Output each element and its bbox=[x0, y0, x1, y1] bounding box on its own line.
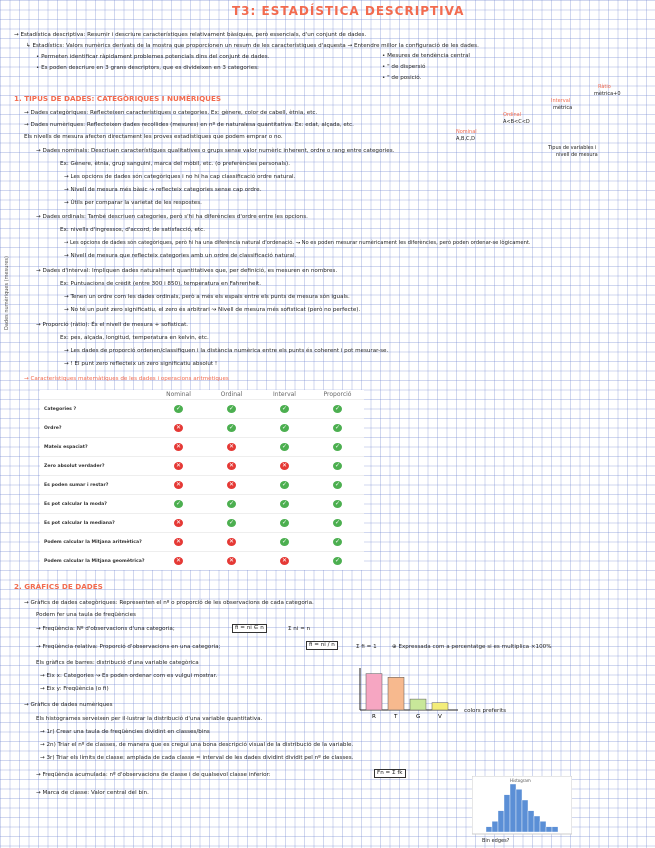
row-question: Podem calcular la Mitjana geomètrica? bbox=[40, 552, 152, 571]
histogram-bin bbox=[528, 811, 534, 832]
row-question: Ordre? bbox=[40, 419, 152, 438]
scale-ratio: Ràtio bbox=[598, 84, 611, 90]
bar-R bbox=[366, 674, 382, 710]
row-cell bbox=[311, 476, 364, 495]
row-cell bbox=[311, 495, 364, 514]
cross-icon: ✕ bbox=[228, 538, 235, 545]
s1-line-8: → Útils per comparar la varietat de les respostes. bbox=[64, 200, 202, 206]
s2-line-4c: ⊕ Expressada com a percentatge si es multiplica ×100% bbox=[392, 644, 552, 650]
cross-icon: ✕ bbox=[228, 462, 235, 469]
s1-line-16: → No té un punt zero significatiu, el zero és arbitrari ↝ Nivell de mesura més sofisticat (però no perfecte). bbox=[64, 307, 361, 313]
scale-nominal: Nominal bbox=[456, 129, 477, 135]
check-icon: ✓ bbox=[228, 405, 235, 412]
s1-line-19: → Les dades de proporció ordenen/classifiquen i la distància numèrica entre els punts és coherent i pot mesurar-se. bbox=[64, 348, 389, 354]
bar-chart bbox=[346, 664, 516, 720]
header-ratio: Proporció bbox=[323, 391, 352, 398]
row-cell bbox=[205, 495, 258, 514]
s2-line-14: → Marca de classe: Valor central del bin. bbox=[36, 790, 149, 796]
s2-line-11: → 2n) Triar el nº de classes, de manera que es cregui una bona descripció visual de la distribució de la variable. bbox=[40, 742, 354, 748]
s1-line-7: → Nivell de mesura més bàsic ↝ reflecteix categories sense cap ordre. bbox=[64, 187, 262, 193]
row-cell bbox=[205, 419, 258, 438]
row-cell bbox=[258, 514, 311, 533]
row-question: Mateix espaciat? bbox=[40, 438, 152, 457]
side-note: Dades numèriques (mesures) bbox=[4, 256, 10, 330]
check-icon: ✓ bbox=[175, 500, 182, 507]
s2-line-4a: → Freqüència relativa: Proporció d'observacions en una categoria; bbox=[36, 644, 221, 650]
row-cell bbox=[205, 438, 258, 457]
s2-line-6: → Eix x: Categories ↝ Es poden ordenar com es vulgui mostrar. bbox=[40, 673, 218, 679]
row-cell bbox=[152, 457, 205, 476]
s1-line-1: → Dades categòriques: Reflecteixen característiques o categories. Ex: gènere, color de cabell, ètnia, etc. bbox=[24, 110, 318, 116]
s2-line-3b: Σ ni = n bbox=[288, 626, 311, 632]
descriptor-dispersion: • " de dispersió bbox=[382, 64, 426, 70]
row-cell bbox=[311, 533, 364, 552]
check-icon: ✓ bbox=[281, 519, 288, 526]
s1-line-10: Ex: nivells d'ingressos, d'accord, de satisfacció, etc. bbox=[60, 227, 205, 233]
row-cell bbox=[152, 552, 205, 571]
check-icon: ✓ bbox=[281, 538, 288, 545]
row-question: Es poden sumar i restar? bbox=[40, 476, 152, 495]
formula-cumulative: Fn = Σ fk bbox=[374, 769, 406, 778]
check-icon: ✓ bbox=[334, 405, 341, 412]
row-cell bbox=[152, 419, 205, 438]
row-cell bbox=[311, 419, 364, 438]
table-row bbox=[40, 400, 364, 419]
row-question: Podem calcular la Mitjana aritmètica? bbox=[40, 533, 152, 552]
histogram-xlabel: Bin edges? bbox=[482, 838, 510, 844]
histogram-bin bbox=[486, 827, 492, 832]
histogram-bin bbox=[534, 816, 540, 832]
bar-T bbox=[388, 677, 404, 710]
intro-line-3: • Permeten identificar ràpidament problemes potencials dins del conjunt de dades. bbox=[36, 54, 270, 60]
descriptor-central: • Mesures de tendència central bbox=[382, 53, 470, 59]
properties-table bbox=[40, 390, 364, 570]
row-cell bbox=[152, 438, 205, 457]
s2-line-9: Els histogrames serveixen per il·lustrar la distribució d'una variable quantitativa. bbox=[36, 716, 263, 722]
row-question: Categories ? bbox=[40, 400, 152, 419]
row-cell bbox=[258, 476, 311, 495]
s1-line-4: → Dades nominals: Descriuen característiques qualitatives o grups sense valor numèric inherent, ordre o rang entre categories. bbox=[36, 148, 395, 154]
row-cell bbox=[152, 514, 205, 533]
row-cell bbox=[311, 457, 364, 476]
histogram-bin bbox=[552, 827, 558, 832]
header-interval: Interval bbox=[273, 391, 296, 398]
s1-line-11: → Les opcions de dades són categòriques, però hi ha una diferència natural d'ordenació. ↝ No es poden mesurar numèricament les diferències, però poden ordenar-se lògicament. bbox=[64, 240, 531, 246]
row-cell bbox=[258, 552, 311, 571]
row-question: Zero absolut verdader? bbox=[40, 457, 152, 476]
s1-line-20: → ! El punt zero reflecteix un zero significatiu absolut ! bbox=[64, 361, 218, 367]
scale-ordinal: Ordinal bbox=[503, 112, 522, 118]
s1-line-12: → Nivell de mesura que reflecteix categories amb un ordre de classificació natural. bbox=[64, 253, 297, 259]
s2-line-10: → 1r) Crear una taula de freqüències dividint en classes/bins bbox=[40, 729, 210, 735]
bar-V bbox=[432, 703, 448, 710]
row-question: Es pot calcular la mediana? bbox=[40, 514, 152, 533]
row-cell bbox=[311, 552, 364, 571]
table-row bbox=[40, 438, 364, 457]
header-ordinal: Ordinal bbox=[220, 391, 243, 398]
cross-icon: ✕ bbox=[281, 557, 288, 564]
s1-line-5: Ex: Gènere, ètnia, grup sanguini, marca del mòbil, etc. (o preferències personals). bbox=[60, 161, 291, 167]
row-cell bbox=[258, 457, 311, 476]
row-cell bbox=[258, 419, 311, 438]
scale-types: Tipus de variables i bbox=[548, 145, 597, 151]
row-cell bbox=[258, 495, 311, 514]
check-icon: ✓ bbox=[281, 405, 288, 412]
bar-label: R bbox=[372, 714, 376, 720]
check-icon: ✓ bbox=[334, 519, 341, 526]
row-cell bbox=[311, 400, 364, 419]
check-icon: ✓ bbox=[228, 519, 235, 526]
descriptor-position: • " de posició. bbox=[382, 75, 422, 81]
cross-icon: ✕ bbox=[175, 443, 182, 450]
check-icon: ✓ bbox=[281, 443, 288, 450]
check-icon: ✓ bbox=[334, 443, 341, 450]
s2-line-13: → Freqüència acumulada: nº d'observacions de classe i de qualsevol classe inferior: bbox=[36, 772, 271, 778]
table-row bbox=[40, 514, 364, 533]
row-cell bbox=[205, 400, 258, 419]
s2-line-12: → 3r) Triar els límits de classe: amplada de cada classe ≈ interval de les dades dividint dividit pel nº de classes. bbox=[40, 755, 354, 761]
cross-icon: ✕ bbox=[228, 557, 235, 564]
cross-icon: ✕ bbox=[228, 481, 235, 488]
s2-line-1: → Gràfics de dades categòriques: Representen el nº o proporció de les observacions de cada categoria. bbox=[24, 600, 314, 606]
check-icon: ✓ bbox=[175, 405, 182, 412]
s2-line-3a: → Freqüència: Nº d'observacions d'una categoria; bbox=[36, 626, 175, 632]
row-cell bbox=[311, 438, 364, 457]
row-cell bbox=[205, 457, 258, 476]
row-cell bbox=[205, 476, 258, 495]
histogram-bin bbox=[540, 821, 546, 832]
check-icon: ✓ bbox=[281, 424, 288, 431]
histogram-bin bbox=[516, 789, 522, 832]
cross-icon: ✕ bbox=[228, 443, 235, 450]
row-cell bbox=[311, 514, 364, 533]
row-cell bbox=[152, 495, 205, 514]
table-row bbox=[40, 552, 364, 571]
s2-line-5: Els gràfics de barres: distribució d'una variable categòrica bbox=[36, 660, 199, 666]
cross-icon: ✕ bbox=[281, 462, 288, 469]
table-row bbox=[40, 476, 364, 495]
s1-line-9: → Dades ordinals: També descriuen categories, però s'hi ha diferències d'ordre entre les opcions. bbox=[36, 214, 308, 220]
check-icon: ✓ bbox=[334, 538, 341, 545]
histogram bbox=[472, 776, 572, 844]
s2-line-7: → Eix y: Freqüència (o fi) bbox=[40, 686, 109, 692]
row-cell bbox=[258, 533, 311, 552]
section-2-heading: 2. GRÀFICS DE DADES bbox=[14, 582, 103, 591]
check-icon: ✓ bbox=[228, 424, 235, 431]
scale-interval-sub: mètrica bbox=[553, 105, 573, 111]
row-cell bbox=[152, 400, 205, 419]
check-icon: ✓ bbox=[334, 462, 341, 469]
page-title: T3: ESTADÍSTICA DESCRIPTIVA bbox=[232, 4, 465, 18]
section-1-heading: 1. TIPUS DE DADES: CATEGÒRIQUES I NUMÈRIQUES bbox=[14, 94, 222, 103]
check-icon: ✓ bbox=[281, 481, 288, 488]
histogram-bin bbox=[522, 800, 528, 832]
s2-line-8: → Gràfics de dades numèriques bbox=[24, 702, 113, 708]
intro-line-4: • Es poden descriure en 3 grans descriptors, que es divideixen en 3 categories: bbox=[36, 65, 259, 71]
s1-line-2: → Dades numèriques: Reflecteixen dades recollides (mesures) en nº de naturalesa quantitativa. Ex: edat, alçada, etc. bbox=[24, 122, 354, 128]
row-question: Es pot calcular la moda? bbox=[40, 495, 152, 514]
row-cell bbox=[258, 400, 311, 419]
scale-nominal-sub: A,B,C,D bbox=[456, 136, 475, 142]
header-nominal: Nominal bbox=[166, 391, 191, 398]
check-icon: ✓ bbox=[228, 500, 235, 507]
cross-icon: ✕ bbox=[175, 481, 182, 488]
row-cell bbox=[152, 476, 205, 495]
bar-G bbox=[410, 699, 426, 710]
s1-line-14: Ex: Puntuacions de crèdit (entre 300 i 850), temperatura en Fahrenheit. bbox=[60, 281, 261, 287]
s1-line-17: → Proporció (ràtio): És el nivell de mesura + sofisticat. bbox=[36, 322, 189, 328]
histogram-bin bbox=[492, 821, 498, 832]
formula-relative: fi = ni / n bbox=[306, 641, 338, 650]
table-row bbox=[40, 419, 364, 438]
s1-line-13: → Dades d'interval: Impliquen dades naturalment quantitatives que, per definició, es mesuren en nombres. bbox=[36, 268, 338, 274]
scale-ratio-sub: mètrica+0 bbox=[594, 91, 621, 97]
histogram-bin bbox=[510, 784, 516, 832]
check-icon: ✓ bbox=[334, 557, 341, 564]
cross-icon: ✕ bbox=[175, 557, 182, 564]
formula-frequency: fi = ni ∈ n bbox=[232, 624, 267, 633]
row-cell bbox=[205, 533, 258, 552]
bar-chart-xlabel: colors preferits bbox=[464, 708, 507, 714]
row-cell bbox=[205, 514, 258, 533]
s1-line-3: Els nivells de mesura afecten directament les proves estadístiques que podem emprar o no. bbox=[24, 134, 283, 140]
s1-line-21: → Característiques matemàtiques de les dades i operacions aritmètiques bbox=[24, 376, 229, 382]
table-row bbox=[40, 495, 364, 514]
bar-label: V bbox=[438, 714, 442, 720]
scale-interval: Interval bbox=[551, 98, 571, 104]
check-icon: ✓ bbox=[281, 500, 288, 507]
check-icon: ✓ bbox=[334, 481, 341, 488]
s1-line-6: → Les opcions de dades són categòriques i no hi ha cap classificació ordre natural. bbox=[64, 174, 296, 180]
table-row bbox=[40, 533, 364, 552]
table-row bbox=[40, 457, 364, 476]
scale-ordinal-sub: A<B<C<D bbox=[503, 119, 530, 125]
histogram-bin bbox=[504, 795, 510, 832]
scale-level: nivell de mesura bbox=[556, 152, 598, 158]
row-cell bbox=[258, 438, 311, 457]
intro-line-2: ↳ Estadístics: Valors numèrics derivats de la mostra que proporcionen un resum de les característiques d'aquesta → Entendre millor la configuració de les dades. bbox=[26, 43, 479, 49]
row-cell bbox=[205, 552, 258, 571]
histogram-title: Histogram bbox=[510, 778, 531, 783]
table-corner bbox=[40, 390, 152, 400]
cross-icon: ✕ bbox=[175, 538, 182, 545]
s1-line-18: Ex: pes, alçada, longitud, temperatura en kelvin, etc. bbox=[60, 335, 209, 341]
s2-line-2: Podem fer una taula de freqüències bbox=[36, 612, 136, 618]
cross-icon: ✕ bbox=[175, 462, 182, 469]
bar-label: G bbox=[416, 714, 421, 720]
s1-line-15: → Tenen un ordre com les dades ordinals, però a més els espais entre els punts de mesura són iguals. bbox=[64, 294, 350, 300]
intro-line-1: → Estadística descriptiva: Resumir i descriure característiques relativament bàsiques, però essencials, d'un conjunt de dades. bbox=[14, 32, 367, 38]
cross-icon: ✕ bbox=[175, 519, 182, 526]
histogram-bin bbox=[546, 827, 552, 832]
check-icon: ✓ bbox=[334, 500, 341, 507]
row-cell bbox=[152, 533, 205, 552]
bar-label: T bbox=[394, 714, 398, 720]
s2-line-4b: Σ fi = 1 bbox=[356, 644, 377, 650]
check-icon: ✓ bbox=[334, 424, 341, 431]
cross-icon: ✕ bbox=[175, 424, 182, 431]
histogram-bin bbox=[498, 811, 504, 832]
